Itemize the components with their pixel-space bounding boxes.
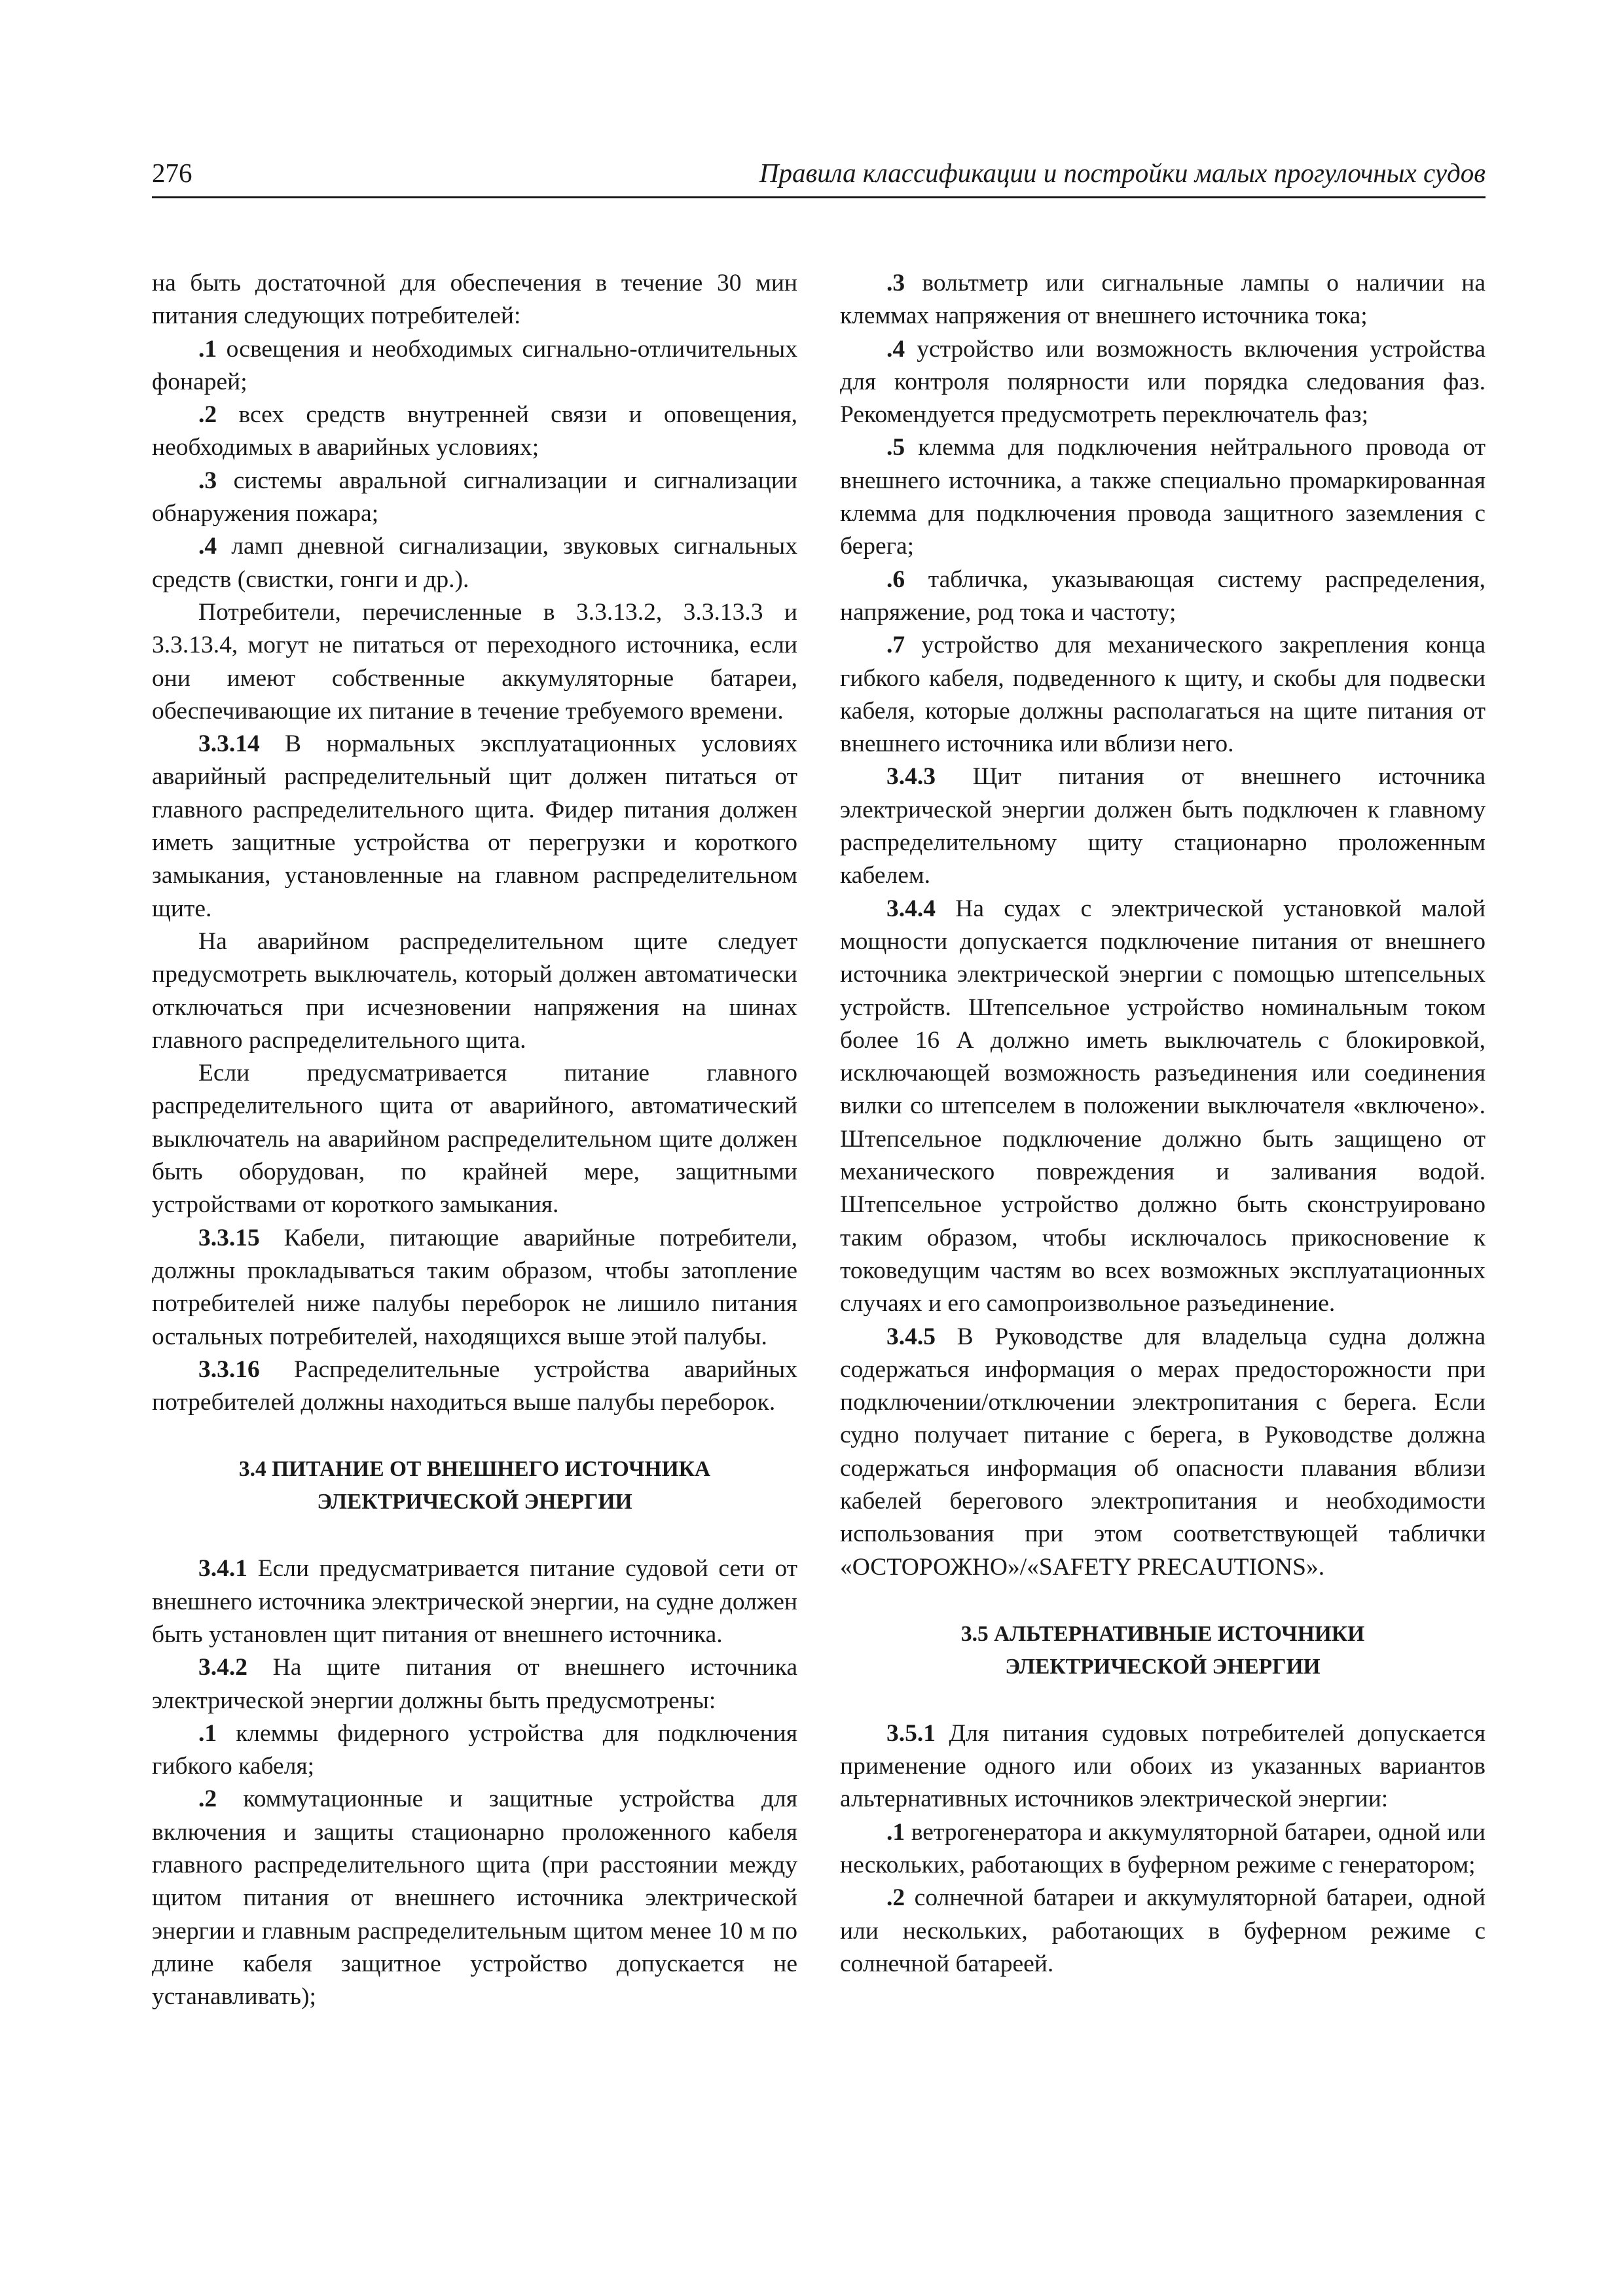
left-column bbox=[152, 267, 797, 2014]
clause-number: 3.3.15 bbox=[198, 1224, 260, 1251]
clause: 3.4.5 В Руководстве для владельца судна должна содержаться информация о мерах предосторожности при подключении/отключении электропитания с берега. Если судно получает питание с берега, в Руководстве должна содержаться информация об опасности плавания вблизи кабелей берегового электропитания и необходимости использования при этом соответствующей таблички «ОСТОРОЖНО»/«SAFETY PRECAUTIONS». bbox=[840, 1323, 1486, 1581]
clause: 3.3.16 Распределительные устройства аварийных потребителей должны находиться выше палубы переборок. bbox=[152, 1355, 797, 1416]
item-number: .5 bbox=[886, 434, 905, 461]
clause: 3.3.14 В нормальных эксплуатационных условиях аварийный распределительный щит должен питаться от главного распределительного щита. Фидер питания должен иметь защитные устройства от перегрузки и короткого замыкания, установленные на главном распределительном щите. bbox=[152, 730, 797, 922]
section-heading-3-4: 3.4 ПИТАНИЕ ОТ ВНЕШНЕГО ИСТОЧНИКА ЭЛЕКТРИЧЕСКОЙ ЭНЕРГИИ bbox=[238, 1457, 711, 1515]
clause-number: 3.3.16 bbox=[198, 1355, 260, 1383]
clause-number: 3.4.3 bbox=[886, 763, 936, 791]
page-header bbox=[152, 154, 1486, 198]
item-number: .4 bbox=[886, 335, 905, 363]
item-number: .1 bbox=[198, 1719, 217, 1747]
list-item: .2 всех средств внутренней связи и оповещения, необходимых в аварийных условиях; bbox=[152, 401, 797, 461]
clause-number: 3.4.2 bbox=[198, 1654, 247, 1681]
list-item: .7 устройство для механического закрепления конца гибкого кабеля, подведенного к щиту, и скобы для подвески кабеля, которые должны располагаться на щите питания от внешнего источника или вблизи него. bbox=[840, 632, 1486, 758]
item-number: .6 bbox=[886, 565, 905, 593]
page-number: 276 bbox=[152, 158, 192, 188]
item-number: .4 bbox=[198, 533, 217, 560]
list-item: .1 ветрогенератора и аккумуляторной батареи, одной или нескольких, работающих в буферном режиме с генератором; bbox=[840, 1818, 1486, 1879]
item-number: .1 bbox=[198, 335, 217, 363]
list-item: .4 ламп дневной сигнализации, звуковых сигнальных средств (свистки, гонги и др.). bbox=[152, 533, 797, 593]
list-item: .2 солнечной батареи и аккумуляторной батареи, одной или нескольких, работающих в буферном режиме с солнечной батареей. bbox=[840, 1884, 1486, 1977]
paragraph: На аварийном распределительном щите следует предусмотреть выключатель, который должен автоматически отключаться при исчезновении напряжения на шинах главного распределительного щита. bbox=[152, 927, 797, 1054]
clause: 3.4.2 На щите питания от внешнего источника электрической энергии должны быть предусмотрены: bbox=[152, 1654, 797, 1714]
list-item: .3 вольтметр или сигнальные лампы о наличии на клеммах напряжения от внешнего источника тока; bbox=[840, 270, 1486, 330]
clause-number: 3.5.1 bbox=[886, 1719, 936, 1747]
item-number: .2 bbox=[198, 401, 217, 429]
running-title: Правила классификации и постройки малых прогулочных судов bbox=[759, 158, 1486, 188]
paragraph: Если предусматривается питание главного распределительного щита от аварийного, автоматический выключатель на аварийном распределительном щите должен быть оборудован, по крайней мере, защитными устройствами от короткого замыкания. bbox=[152, 1060, 797, 1219]
list-item: .2 коммутационные и защитные устройства для включения и защиты стационарно проложенного кабеля главного распределительного щита (при расстоянии между щитом питания от внешнего источника электрической энергии и главным распределительным щитом менее 10 м по длине кабеля защитное устройство допускается не устанавливать); bbox=[152, 1785, 797, 2011]
section-heading-3-5: 3.5 АЛЬТЕРНАТИВНЫЕ ИСТОЧНИКИ ЭЛЕКТРИЧЕСКОЙ ЭНЕРГИИ bbox=[960, 1621, 1365, 1679]
clause: 3.5.1 Для питания судовых потребителей допускается применение одного или обоих из указанных вариантов альтернативных источников электрической энергии: bbox=[840, 1719, 1486, 1813]
paragraph: Потребители, перечисленные в 3.3.13.2, 3.3.13.3 и 3.3.13.4, могут не питаться от переходного источника, если они имеют собственные аккумуляторные батареи, обеспечивающие их питание в течение требуемого времени. bbox=[152, 598, 797, 725]
item-number: .2 bbox=[198, 1785, 217, 1813]
item-number: .1 bbox=[886, 1818, 905, 1846]
list-item: .4 устройство или возможность включения устройства для контроля полярности или порядка следования фаз. Рекомендуется предусмотреть переключатель фаз; bbox=[840, 335, 1486, 429]
clause: 3.4.4 На судах с электрической установкой малой мощности допускается подключение питания от внешнего источника электрической энергии с помощью штепсельных устройств. Штепсельное устройство номинальным током более 16 А должно иметь выключатель с блокировкой, исключающей возможность разъединения или соединения вилки со штепселем в положении выключателя «включено». Штепсельное подключение должно быть защищено от механического повреждения и заливания водой. Штепсельное устройство должно быть сконструировано таким образом, чтобы исключалось прикосновение к токоведущим частям во всех возможных эксплуатационных случаях и его самопроизвольное разъединение. bbox=[840, 895, 1486, 1318]
clause: 3.4.1 Если предусматривается питание судовой сети от внешнего источника электрической энергии, на судне должен быть установлен щит питания от внешнего источника. bbox=[152, 1555, 797, 1648]
item-number: .2 bbox=[886, 1884, 905, 1912]
list-item: .3 системы авральной сигнализации и сигнализации обнаружения пожара; bbox=[152, 467, 797, 528]
clause: 3.3.15 Кабели, питающие аварийные потребители, должны прокладываться таким образом, чтобы затопление потребителей ниже палубы переборок не лишило питания остальных потребителей, находящихся выше этой палубы. bbox=[152, 1224, 797, 1350]
clause: 3.4.3 Щит питания от внешнего источника электрической энергии должен быть подключен к главному распределительному щиту стационарно проложенным кабелем. bbox=[840, 763, 1486, 889]
clause-number: 3.4.1 bbox=[198, 1555, 247, 1583]
clause-number: 3.4.5 bbox=[886, 1323, 936, 1350]
list-item: .1 клеммы фидерного устройства для подключения гибкого кабеля; bbox=[152, 1719, 797, 1780]
item-number: .3 bbox=[886, 270, 905, 296]
list-item: .6 табличка, указывающая систему распределения, напряжение, род тока и частоту; bbox=[840, 565, 1486, 626]
list-item: .1 освещения и необходимых сигнально-отличительных фонарей; bbox=[152, 335, 797, 395]
list-item: .5 клемма для подключения нейтрального провода от внешнего источника, а также специально промаркированная клемма для подключения провода защитного заземления с берега; bbox=[840, 434, 1486, 560]
clause-number: 3.3.14 bbox=[198, 730, 260, 758]
clause-number: 3.4.4 bbox=[886, 895, 936, 922]
item-number: .7 bbox=[886, 632, 905, 659]
paragraph: на быть достаточной для обеспечения в течение 30 мин питания следующих потребителей: bbox=[152, 270, 797, 330]
right-column bbox=[840, 267, 1486, 1981]
item-number: .3 bbox=[198, 467, 217, 494]
